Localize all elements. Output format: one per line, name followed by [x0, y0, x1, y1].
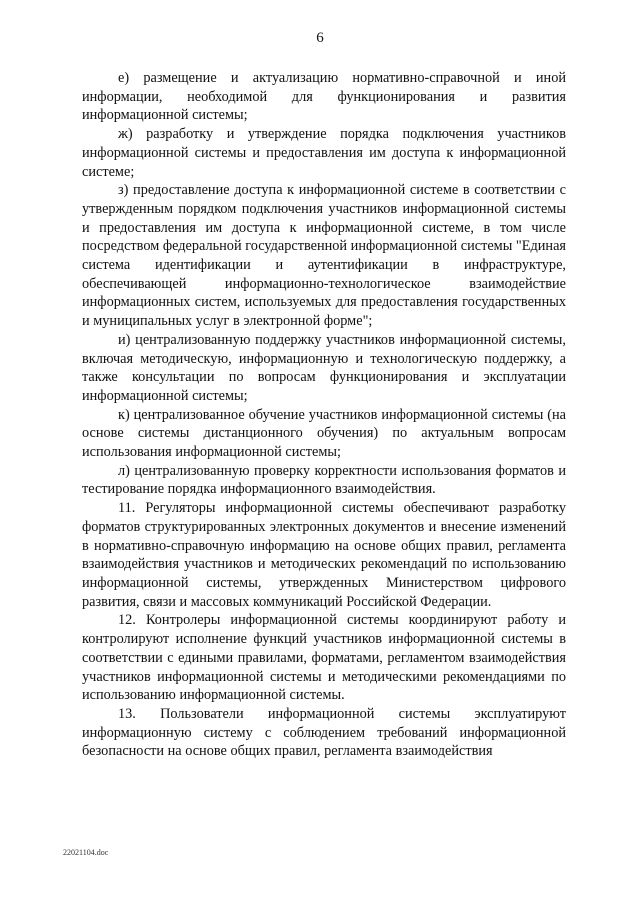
paragraph-item-zh: ж) разработку и утверждение порядка подключения участников информационной системы и предоставления им доступа к информационной системе;	[82, 126, 566, 180]
paragraph-clause-12: 12. Контролеры информационной системы координируют работу и контролируют исполнение функций участников информационной системы в соответствии с едиными правилами, форматами, регламентом взаимодействия участников информационной системы и методическими рекомендациями по использованию информационной системы.	[82, 612, 566, 704]
paragraph-item-k: к) централизованное обучение участников информационной системы (на основе системы дистанционного обучения) по актуальным вопросам использования информационной системы;	[82, 406, 566, 461]
paragraph-item-z: з) предоставление доступа к информационной системе в соответствии с утвержденным порядком подключения участников информационной системы и предоставления им доступа к информационной системе, в том числе посредством федеральной государственной информационной системы "Единая система идентификации и аутентификации в инфраструктуре, обеспечивающей информационно-технологическое взаимодействие информационных систем, используемых для предоставления государственных и муниципальных услуг в электронной форме";	[82, 182, 566, 330]
paragraph-item-e: е) размещение и актуализацию нормативно-справочной и иной информации, необходимой для функционирования и развития информационной системы;	[82, 70, 566, 124]
document-file-code: 22021104.doc	[63, 848, 109, 857]
paragraph-item-i: и) централизованную поддержку участников информационной системы, включая методическую, информационную и технологическую поддержку, а также консультации по вопросам функционирования и эксплуатации информационной системы;	[82, 331, 566, 404]
paragraph-clause-11: 11. Регуляторы информационной системы обеспечивают разработку форматов структурированных электронных документов и внесение изменений в нормативно-справочную информацию на основе общих правил, регламента взаимодействия участников и методических рекомендаций по использованию информационной системы, утвержденных Министерством цифрового развития, связи и массовых коммуникаций Российской Федерации.	[82, 500, 566, 610]
paragraph-item-l: л) централизованную проверку корректности использования форматов и тестирование порядка информационного взаимодействия.	[82, 462, 566, 498]
paragraph-clause-13: 13. Пользователи информационной системы эксплуатируют информационную систему с соблюдением требований информационной безопасности на основе общих правил, регламента взаимодействия	[82, 705, 566, 760]
document-body	[82, 69, 566, 761]
page-number: 6	[316, 30, 324, 46]
